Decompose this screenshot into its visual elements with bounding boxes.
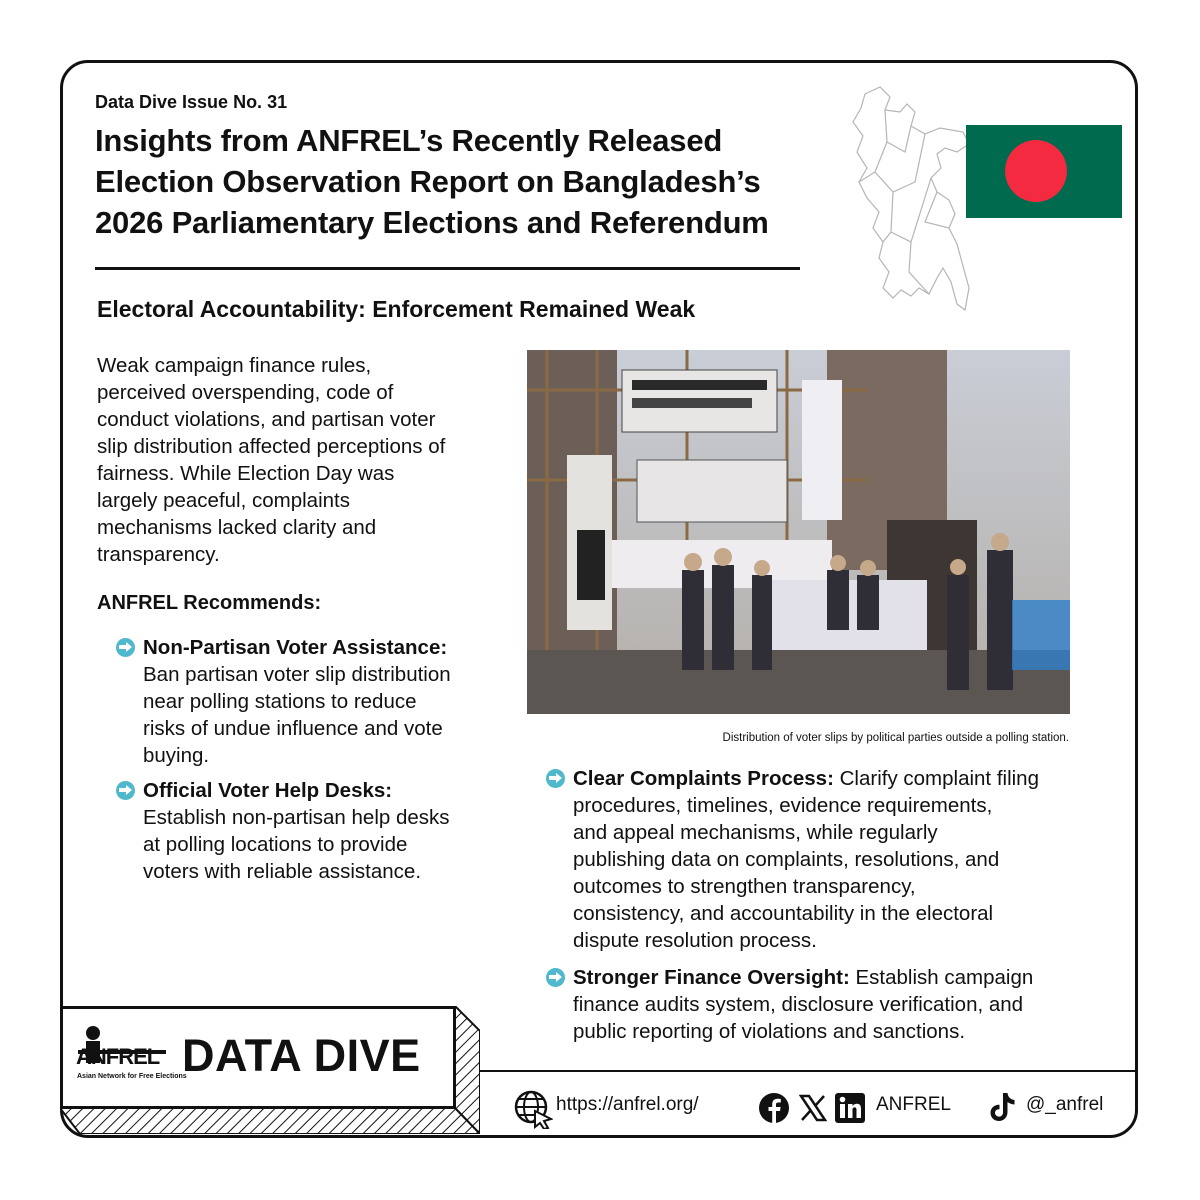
bangladesh-map	[845, 82, 975, 322]
recommendation-line: and appeal mechanisms, while regularly	[573, 821, 938, 844]
intro-line: Weak campaign finance rules,	[97, 354, 372, 377]
arrow-right-icon	[546, 769, 565, 788]
intro-line: fairness. While Election Day was	[97, 462, 395, 485]
tiktok-handle[interactable]: @_anfrel	[1026, 1094, 1104, 1115]
website-link[interactable]: https://anfrel.org/	[556, 1094, 699, 1115]
recommendation-label: Official Voter Help Desks:	[143, 779, 393, 802]
photo-illustration	[527, 350, 1070, 714]
recommendation-line: risks of undue influence and vote	[143, 717, 443, 740]
section-title: Electoral Accountability: Enforcement Remained Weak	[97, 296, 696, 322]
intro-line: transparency.	[97, 543, 220, 566]
recommendation-label: Clear Complaints Process:	[573, 767, 834, 790]
intro-line: perceived overspending, code of	[97, 381, 394, 404]
recommendation-item	[143, 634, 503, 769]
person-icon	[86, 1026, 100, 1040]
arrow-right-icon	[546, 968, 565, 987]
recommendation-line: procedures, timelines, evidence requirements,	[573, 794, 993, 817]
x-icon[interactable]	[798, 1093, 828, 1123]
recommendation-line: Establish campaign	[849, 966, 1034, 989]
recommendation-item	[573, 765, 1083, 954]
arrow-right-icon	[116, 781, 135, 800]
tiktok-icon[interactable]	[987, 1091, 1017, 1123]
data-dive-wordmark: DATA DIVE	[182, 1030, 421, 1081]
recommendation-label: Non-Partisan Voter Assistance:	[143, 636, 448, 659]
divider	[95, 267, 800, 270]
page-title	[95, 120, 815, 243]
recommendation-line: voters with reliable assistance.	[143, 860, 422, 883]
intro-line: slip distribution affected perceptions of	[97, 435, 446, 458]
recommendation-line: Ban partisan voter slip distribution	[143, 663, 451, 686]
facebook-icon[interactable]	[758, 1092, 790, 1124]
title-line: Election Observation Report on Bangladesh’s	[95, 164, 761, 199]
recommendation-line: Clarify complaint filing	[833, 767, 1039, 790]
recommendation-line: near polling stations to reduce	[143, 690, 417, 713]
recommendation-label: Stronger Finance Oversight:	[573, 966, 850, 989]
intro-paragraph	[97, 352, 507, 568]
recommendation-line: public reporting of violations and sanctions.	[573, 1020, 966, 1043]
recommendation-line: at polling locations to provide	[143, 833, 408, 856]
flag-disc	[1005, 140, 1067, 202]
social-handle[interactable]: ANFREL	[876, 1094, 951, 1115]
recommendation-line: buying.	[143, 744, 210, 767]
photo-caption: Distribution of voter slips by political parties outside a polling station.	[722, 732, 1069, 744]
recommendation-item	[143, 777, 503, 885]
intro-line: mechanisms lacked clarity and	[97, 516, 377, 539]
anfrel-tagline: Asian Network for Free Elections	[77, 1073, 187, 1080]
title-line: Insights from ANFREL’s Recently Released	[95, 123, 723, 158]
recommendation-line: finance audits system, disclosure verification, and	[573, 993, 1024, 1016]
recommendation-line: dispute resolution process.	[573, 929, 817, 952]
title-line: 2026 Parliamentary Elections and Referendum	[95, 205, 769, 240]
linkedin-icon[interactable]	[834, 1092, 866, 1124]
intro-line: conduct violations, and partisan voter	[97, 408, 436, 431]
arrow-right-icon	[116, 638, 135, 657]
polling-station-photo	[527, 350, 1070, 714]
intro-line: largely peaceful, complaints	[97, 489, 350, 512]
footer-divider	[480, 1070, 1138, 1072]
recommendation-line: consistency, and accountability in the electoral	[573, 902, 994, 925]
recommendations-heading: ANFREL Recommends:	[97, 592, 322, 614]
recommendation-line: Establish non-partisan help desks	[143, 806, 450, 829]
recommendation-line: publishing data on complaints, resolutions, and	[573, 848, 1000, 871]
bangladesh-flag	[966, 125, 1122, 218]
anfrel-brand: ANFREL	[76, 1044, 160, 1069]
issue-number: Data Dive Issue No. 31	[95, 92, 288, 112]
recommendation-item	[573, 964, 1083, 1045]
recommendation-line: outcomes to strengthen transparency,	[573, 875, 916, 898]
globe-icon[interactable]	[513, 1089, 553, 1129]
